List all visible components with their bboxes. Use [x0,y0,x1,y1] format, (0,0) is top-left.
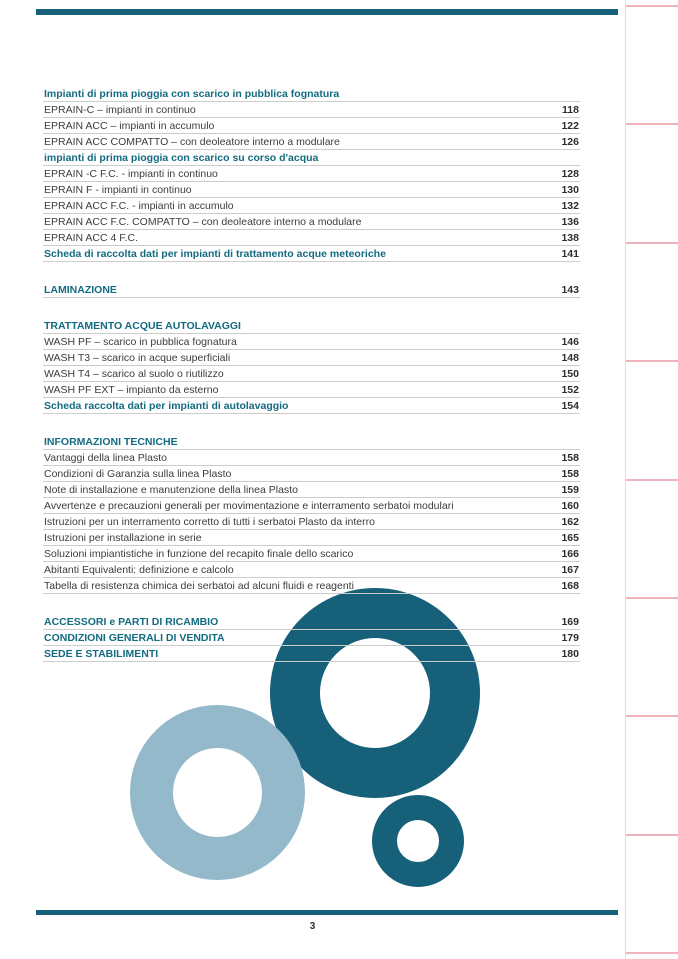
toc-entry [43,182,580,198]
toc-entry [43,498,580,514]
toc-section-heading [43,646,580,662]
toc-entry-page-number: 160 [561,500,579,512]
toc-entry [43,382,580,398]
registration-tick [626,123,678,125]
toc-section-heading [43,398,580,414]
toc-entry-page-number: 143 [561,284,579,296]
toc-section [43,86,580,262]
bottom-rule [36,910,618,915]
toc-entry-label: EPRAIN ACC F.C. - impianti in accumulo [44,200,234,212]
side-strip-ticks [626,0,678,959]
toc-entry-page-number: 141 [561,248,579,260]
toc-entry-label: Abitanti Equivalenti: definizione e calcolo [44,564,234,576]
registration-tick [626,5,678,7]
toc-entry-label: Impianti di prima pioggia con scarico in pubblica fognatura [44,88,340,100]
toc-section [43,614,580,662]
toc-entry-label: EPRAIN F - impianti in continuo [44,184,192,196]
toc-entry-page-number: 165 [561,532,579,544]
toc-section [43,318,580,414]
toc-entry-page-number: 162 [561,516,579,528]
registration-tick [626,360,678,362]
toc-entry-page-number: 167 [561,564,579,576]
toc-entry [43,102,580,118]
toc-entry [43,214,580,230]
toc-entry [43,578,580,594]
toc-entry-label: Vantaggi della linea Plasto [44,452,167,464]
toc-entry-page-number: 138 [561,232,579,244]
toc-entry [43,366,580,382]
toc-entry-page-number: 128 [561,168,579,180]
side-strip [625,0,678,959]
toc-section-heading [43,246,580,262]
lightblue-donut [130,705,305,880]
registration-tick [626,479,678,481]
toc-entry-page-number: 180 [561,648,579,660]
toc-entry-label: Soluzioni impiantistiche in funzione del recapito finale dello scarico [44,548,354,560]
toc-entry-page-number: 136 [561,216,579,228]
toc-entry-label: Scheda di raccolta dati per impianti di trattamento acque meteoriche [44,248,386,260]
toc-entry [43,546,580,562]
toc-entry [43,482,580,498]
teal-donut-small [372,795,464,887]
toc-entry-label: TRATTAMENTO ACQUE AUTOLAVAGGI [44,320,241,332]
toc-entry [43,166,580,182]
toc-entry-label: Tabella di resistenza chimica dei serbatoi ad alcuni fluidi e reagenti [44,580,354,592]
toc-section-heading [43,86,580,102]
table-of-contents [43,86,580,662]
toc-entry-label: Note di installazione e manutenzione della linea Plasto [44,484,298,496]
page-number: 3 [309,921,316,932]
toc-entry-label: Istruzioni per installazione in serie [44,532,202,544]
toc-entry [43,230,580,246]
toc-entry-label: Condizioni di Garanzia sulla linea Plasto [44,468,232,480]
toc-section-heading [43,318,580,334]
toc-entry-page-number: 154 [561,400,579,412]
toc-entry-page-number: 118 [562,104,579,116]
toc-entry-label: Scheda raccolta dati per impianti di autolavaggio [44,400,289,412]
toc-entry-page-number: 130 [561,184,579,196]
toc-entry-page-number: 158 [561,452,579,464]
toc-entry-label: LAMINAZIONE [44,284,117,296]
toc-entry-label: WASH PF – scarico in pubblica fognatura [44,336,237,348]
toc-entry [43,450,580,466]
toc-entry-label: WASH T4 – scarico al suolo o riutilizzo [44,368,224,380]
toc-entry-page-number: 122 [561,120,579,132]
registration-tick [626,952,678,954]
toc-entry-page-number: 152 [561,384,579,396]
toc-section-heading [43,614,580,630]
toc-entry-label: Avvertenze e precauzioni generali per movimentazione e interramento serbatoi modulari [44,500,454,512]
toc-section [43,434,580,594]
registration-tick [626,834,678,836]
toc-entry [43,198,580,214]
top-rule [36,9,618,15]
toc-section-heading [43,434,580,450]
toc-entry-page-number: 179 [561,632,579,644]
toc-entry-page-number: 166 [561,548,579,560]
toc-entry-page-number: 150 [561,368,579,380]
toc-entry [43,530,580,546]
toc-entry-label: SEDE E STABILIMENTI [44,648,159,660]
toc-entry [43,350,580,366]
registration-tick [626,715,678,717]
toc-entry-page-number: 132 [561,200,579,212]
registration-tick [626,242,678,244]
toc-entry-label: EPRAIN ACC F.C. COMPATTO – con deoleatore interno a modulare [44,216,362,228]
toc-entry [43,562,580,578]
toc-entry-label: EPRAIN -C F.C. - impianti in continuo [44,168,218,180]
toc-entry-label: CONDIZIONI GENERALI DI VENDITA [44,632,225,644]
toc-entry-label: EPRAIN ACC 4 F.C. [44,232,138,244]
toc-section [43,282,580,298]
toc-entry [43,514,580,530]
registration-tick [626,597,678,599]
toc-entry-label: EPRAIN ACC – impianti in accumulo [44,120,215,132]
toc-entry-label: WASH T3 – scarico in acque superficiali [44,352,231,364]
toc-entry-page-number: 169 [561,616,579,628]
toc-entry-label: ACCESSORI e PARTI DI RICAMBIO [44,616,219,628]
toc-entry [43,466,580,482]
toc-entry-page-number: 148 [561,352,579,364]
toc-entry-page-number: 158 [561,468,579,480]
toc-entry-page-number: 159 [561,484,579,496]
toc-entry-label: INFORMAZIONI TECNICHE [44,436,178,448]
toc-entry-label: EPRAIN-C – impianti in continuo [44,104,196,116]
toc-entry [43,134,580,150]
toc-entry-page-number: 168 [561,580,579,592]
toc-entry-label: Istruzioni per un interramento corretto di tutti i serbatoi Plasto da interro [44,516,375,528]
toc-entry [43,118,580,134]
toc-entry [43,334,580,350]
toc-entry-page-number: 146 [561,336,579,348]
toc-entry-page-number: 126 [561,136,579,148]
toc-entry-label: WASH PF EXT – impianto da esterno [44,384,219,396]
toc-section-heading [43,282,580,298]
toc-entry-label: EPRAIN ACC COMPATTO – con deoleatore interno a modulare [44,136,340,148]
toc-entry-label: impianti di prima pioggia con scarico su corso d'acqua [44,152,319,164]
toc-section-heading [43,630,580,646]
toc-section-heading [43,150,580,166]
